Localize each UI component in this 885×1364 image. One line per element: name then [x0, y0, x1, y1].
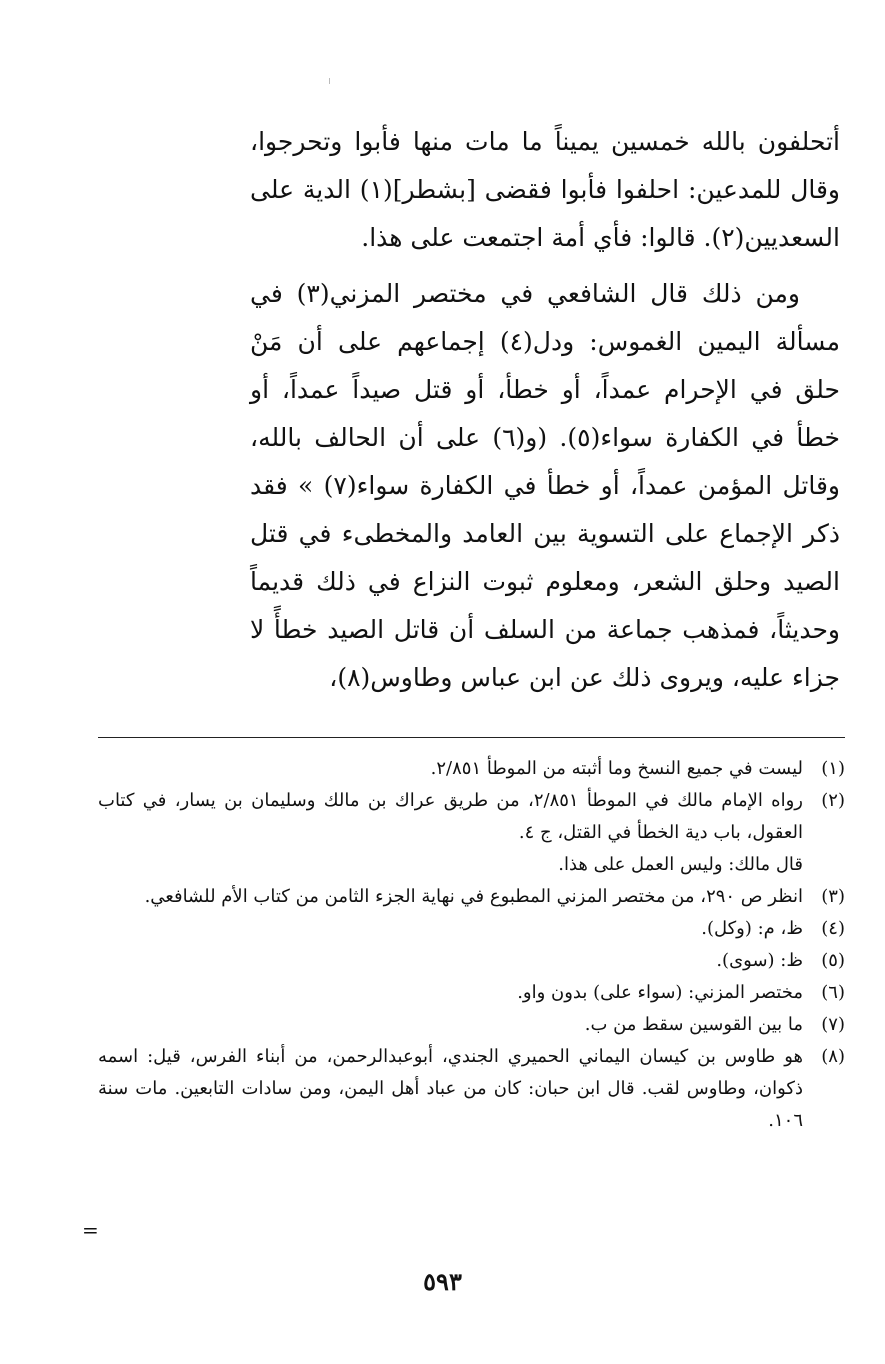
footnote-divider — [98, 737, 845, 738]
footnote-number: (٧) — [821, 1014, 845, 1035]
footnote-text: قال مالك: وليس العمل على هذا. — [558, 854, 803, 875]
footnote-body — [98, 945, 803, 977]
footnote-number: (١) — [821, 758, 845, 779]
footnote-text: رواه الإمام مالك في الموطأ ٢/٨٥١، من طريق عراك بن مالك وسليمان بن يسار، في كتاب العقول، باب دية الخطأ في القتل، ج ٤. — [98, 790, 803, 843]
main-paragraph-2: ومن ذلك قال الشافعي في مختصر المزني(٣) في مسألة اليمين الغموس: ودل(٤) إجماعهم على أن مَنْ حلق في الإحرام عمداً، أو خطأ، أو قتل صيداً عمداً، أو خطأ في الكفارة سواء(٥). (و(٦) على أن الحالف بالله، وقاتل المؤمن عمداً، أو خطأ في الكفارة سواء(٧) » فقد ذكر الإجماع على التسوية بين العامد والمخطىء في قتل الصيد وحلق الشعر، ومعلوم ثبوت النزاع في ذلك قديماً وحديثاً، فمذهب جماعة من السلف أن قاتل الصيد خطأً لا جزاء عليه، ويروى ذلك عن ابن عباس وطاوس(٨)، — [250, 279, 840, 692]
footnote-number: (٦) — [821, 982, 845, 1003]
footnote-number: (٤) — [821, 918, 845, 939]
footnote-8 — [98, 1041, 845, 1137]
footnote-body — [98, 913, 803, 945]
page-number: ٥٩٣ — [423, 1267, 462, 1296]
main-text-block — [250, 118, 840, 702]
footnote-body — [98, 881, 803, 913]
footnote-text: ليست في جميع النسخ وما أثبته من الموطأ ٢/٨٥١. — [430, 758, 803, 779]
footnote-text: ظ، م: (وكل). — [701, 918, 803, 939]
main-paragraph-1: أتحلفون بالله خمسين يميناً ما مات منها فأبوا وتحرجوا، وقال للمدعين: احلفوا فأبوا فقضى [بشطر](١) الدية على السعديين(٢). قالوا: فأي أمة اجتمعت على هذا. — [250, 127, 840, 252]
footnote-body — [98, 1009, 803, 1041]
footnote-text: ظ: (سوى). — [716, 950, 803, 971]
footnote-number: (٣) — [821, 886, 845, 907]
footnote-7 — [98, 1009, 845, 1041]
footnote-number: (٢) — [821, 790, 845, 811]
continuation-mark: = — [82, 1218, 99, 1242]
footnote-4 — [98, 913, 845, 945]
footnote-text: هو طاوس بن كيسان اليماني الحميري الجندي، أبوعبدالرحمن، من أبناء الفرس، قيل: اسمه ذكوان، وطاوس لقب. قال ابن حبان: كان من عباد أهل اليمن، ومن سادات التابعين. مات سنة ١٠٦. — [98, 1046, 803, 1131]
footnote-body — [98, 785, 803, 881]
footnote-body — [98, 1041, 803, 1137]
footnote-body — [98, 977, 803, 1009]
footnote-text: مختصر المزني: (سواء على) بدون واو. — [517, 982, 803, 1003]
footnote-2 — [98, 785, 845, 881]
footnote-5 — [98, 945, 845, 977]
footnote-6 — [98, 977, 845, 1009]
footnotes-section — [98, 753, 845, 1137]
footnote-body — [98, 753, 803, 785]
footnote-text: ما بين القوسين سقط من ب. — [584, 1014, 803, 1035]
footnote-number: (٥) — [821, 950, 845, 971]
footnote-text: انظر ص ٢٩٠، من مختصر المزني المطبوع في نهاية الجزء الثامن من كتاب الأم للشافعي. — [144, 886, 803, 907]
top-tick-mark — [329, 78, 330, 84]
footnote-3 — [98, 881, 845, 913]
footnote-1 — [98, 753, 845, 785]
footnote-number: (٨) — [821, 1046, 845, 1067]
